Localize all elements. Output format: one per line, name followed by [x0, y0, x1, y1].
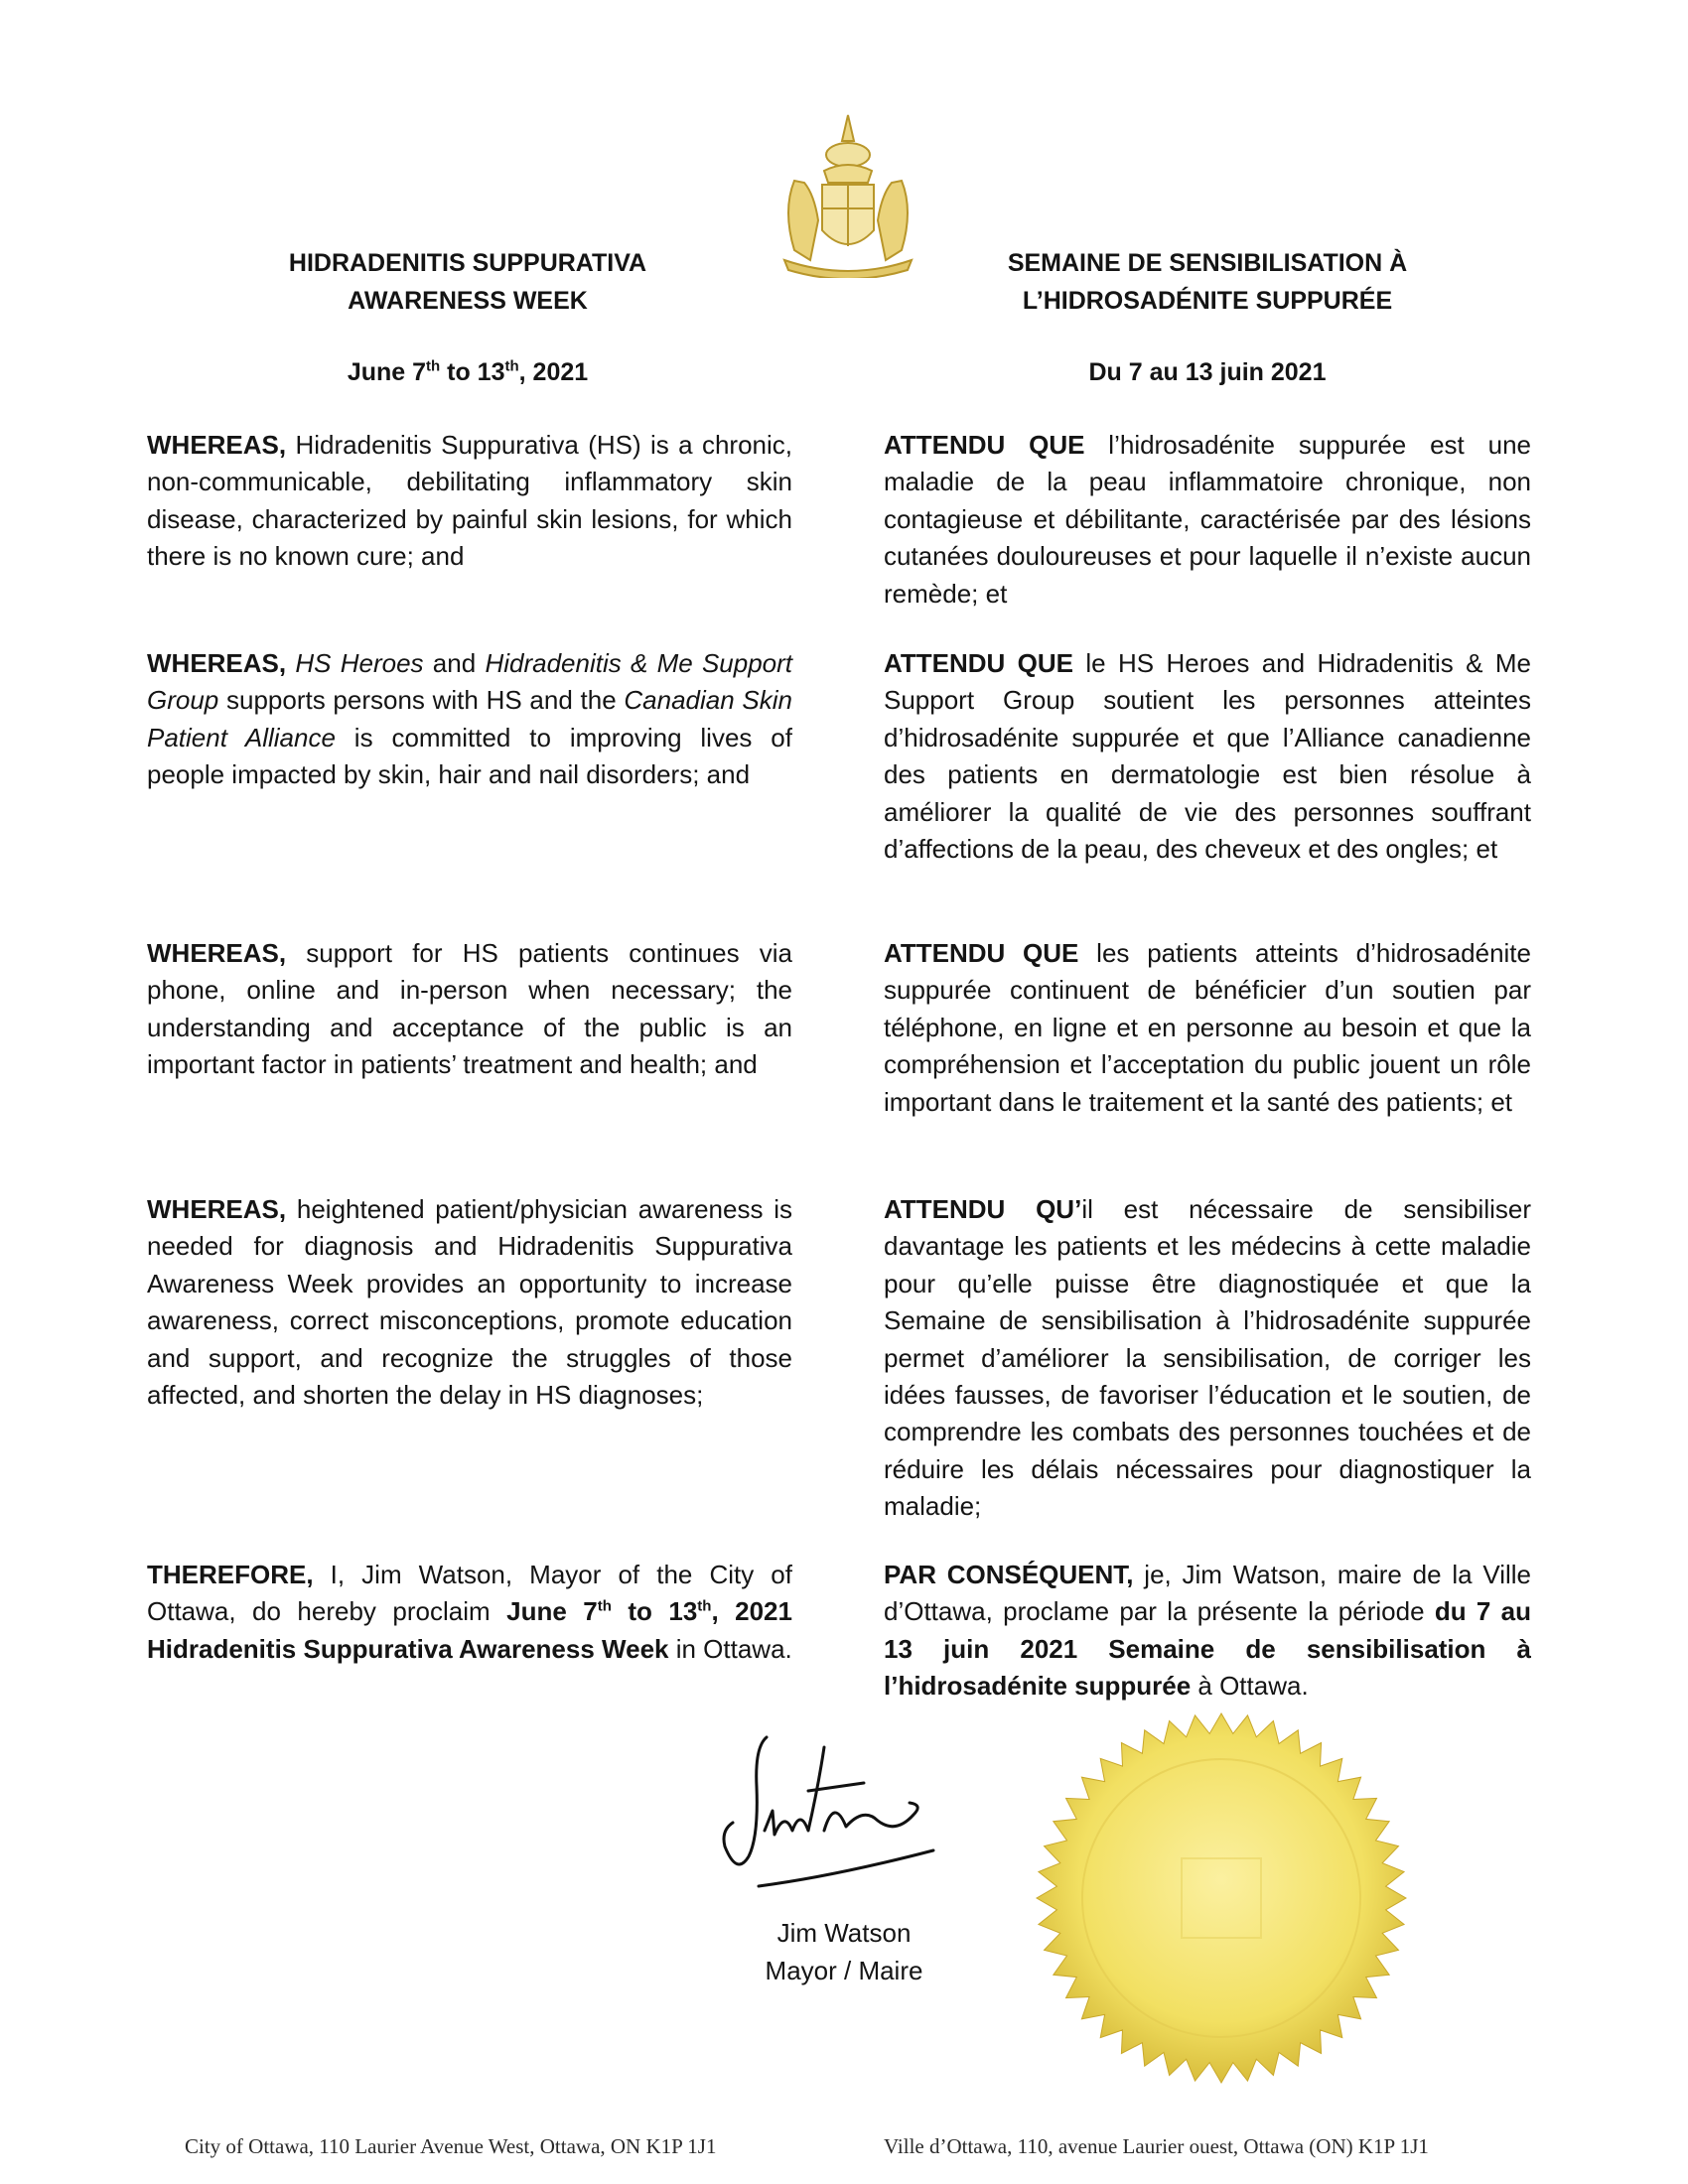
paragraph-text: à Ottawa. [1191, 1671, 1309, 1702]
paragraph-en-4 [147, 1191, 792, 1414]
organization-name: Hidradenitis & Me Support Group [147, 648, 793, 716]
paragraph-fr-2 [884, 645, 1531, 868]
paragraph-text: supports persons with HS and the [218, 685, 625, 716]
paragraph-text: and [423, 648, 486, 678]
paragraph-lead: ATTENDU QU’ [884, 1194, 1082, 1224]
paragraph-fr-5 [884, 1557, 1531, 1706]
paragraph-text: je, Jim Watson, maire de la Ville d’Ottawa, proclame par la présente la période [884, 1560, 1531, 1627]
organization-name: Canadian Skin Patient Alliance [147, 685, 792, 752]
paragraph-fr-4 [884, 1191, 1531, 1526]
signature-icon [715, 1727, 953, 1906]
footer-address-french: Ville d’Ottawa, 110, avenue Laurier ouest, Ottawa (ON) K1P 1J1 [884, 2134, 1429, 2158]
paragraph-lead: ATTENDU QUE [884, 648, 1074, 678]
paragraph-text: in Ottawa. [668, 1633, 792, 1664]
date-english-part: June 7 [347, 358, 427, 386]
paragraph-en-3 [147, 935, 792, 1084]
paragraph-sup: th [597, 1597, 612, 1615]
paragraph-bold: to 13 [611, 1596, 698, 1627]
paragraph-lead: THEREFORE, [147, 1560, 314, 1589]
date-english-sup: th [504, 357, 519, 375]
paragraph-lead: WHEREAS, [147, 1194, 287, 1224]
gold-seal-icon [1033, 1709, 1410, 2087]
paragraph-text: heightened patient/physician awareness is needed for diagnosis and Hidradenitis Suppurativa Awareness Week provides an opportunity to increase awareness, correct misconceptions, promote education and support, and recognize the struggles of those affected, and shorten the delay in HS diagnoses; [147, 1194, 792, 1411]
paragraph-en-1 [147, 427, 792, 576]
heading-french-line2: L’HIDROSADÉNITE SUPPURÉE [1022, 287, 1393, 315]
heading-english-line2: AWARENESS WEEK [348, 287, 588, 315]
proclamation-dates-fr: du 7 au 13 juin 2021 Semaine de sensibilisation à l’hidrosadénite suppurée [884, 1596, 1531, 1702]
date-english-part: to 13 [440, 358, 505, 386]
signer-name: Jim Watson [776, 1918, 912, 1948]
paragraph-text: I, Jim Watson, Mayor of the City of Ottawa, do hereby proclaim [147, 1560, 792, 1627]
paragraph-text: le HS Heroes and Hidradenitis & Me Support Group soutient les personnes atteintes d’hidrosadénite suppurée et que l’Alliance canadienne des patients en dermatologie est bien résolue à améliorer la qualité de vie des personnes souffrant d’affections de la peau, des cheveux et des ongles; et [884, 648, 1531, 865]
paragraph-bold: , 2021 Hidradenitis Suppurativa Awareness Week [147, 1596, 792, 1664]
signer-title: Mayor / Maire [765, 1956, 923, 1985]
paragraph-text: il est nécessaire de sensibiliser davantage les patients et les médecins à cette maladie pour qu’elle puisse être diagnostiquée et que la Semaine de sensibilisation à l’hidrosadénite suppurée permet d’améliorer la sensibilisation, de corriger les idées fausses, de favoriser l’éducation et le soutien, de comprendre les combats des personnes touchées et de réduire les délais nécessaires pour diagnostiquer la maladie; [884, 1194, 1532, 1522]
paragraph-sup: th [697, 1597, 712, 1615]
date-english [190, 353, 746, 391]
paragraph-text [286, 648, 295, 678]
date-english-sup: th [426, 357, 441, 375]
paragraph-fr-1 [884, 427, 1531, 613]
heading-english [190, 244, 746, 391]
paragraph-en-2 [147, 645, 792, 794]
paragraph-lead: WHEREAS, [147, 938, 287, 968]
paragraph-lead: WHEREAS, [147, 648, 287, 678]
paragraph-text: les patients atteints d’hidrosadénite suppurée continuent de bénéficier d’un soutien par téléphone, en ligne et en personne au besoin et que la compréhension et l’acceptation du public jouent un rôle important dans le traitement et la santé des patients; et [884, 938, 1531, 1117]
date-french: Du 7 au 13 juin 2021 [1088, 358, 1327, 386]
paragraph-lead: ATTENDU QUE [884, 430, 1085, 460]
footer-address-english: City of Ottawa, 110 Laurier Avenue West, Ottawa, ON K1P 1J1 [185, 2134, 717, 2158]
coat-of-arms-icon [774, 111, 921, 278]
paragraph-text: support for HS patients continues via phone, online and in-person when necessary; the understanding and acceptance of the public is an important factor in patients’ treatment and health; and [147, 938, 792, 1080]
heading-french-line1: SEMAINE DE SENSIBILISATION À [1007, 249, 1408, 277]
paragraph-text: l’hidrosadénite suppurée est une maladie de la peau inflammatoire chronique, non contagieuse et débilitante, caractérisée par des lésions cutanées douloureuses et pour laquelle il n’existe aucun remède; et [884, 430, 1531, 609]
paragraph-lead: ATTENDU QUE [884, 938, 1079, 968]
date-english-part: , 2021 [518, 358, 589, 386]
paragraph-text: Hidradenitis Suppurativa (HS) is a chronic, non-communicable, debilitating inflammatory skin disease, characterized by painful skin lesions, for which there is no known cure; and [147, 430, 792, 572]
heading-french [929, 244, 1485, 391]
organization-name: HS Heroes [295, 648, 424, 678]
heading-english-line1: HIDRADENITIS SUPPURATIVA [288, 249, 647, 277]
paragraph-text: is committed to improving lives of people impacted by skin, hair and nail disorders; and [147, 722, 792, 790]
paragraph-fr-3 [884, 935, 1531, 1121]
paragraph-lead: PAR CONSÉQUENT, [884, 1560, 1134, 1589]
paragraph-bold: June 7 [506, 1596, 598, 1627]
paragraph-lead: WHEREAS, [147, 430, 287, 460]
paragraph-en-5 [147, 1557, 792, 1668]
signer-block [715, 1914, 973, 1989]
